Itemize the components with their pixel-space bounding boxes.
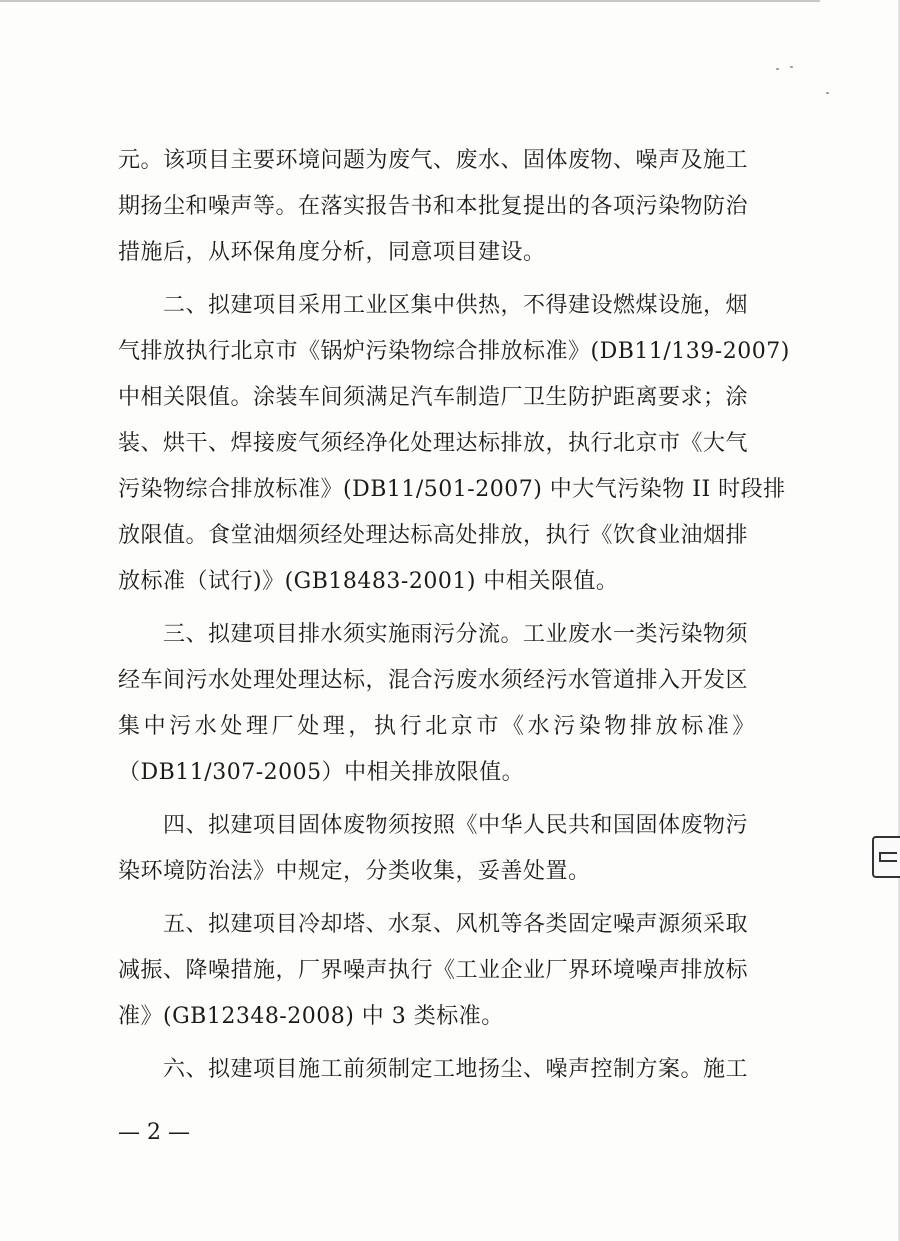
text-line: 装、烘干、焊接废气须经净化处理达标排放，执行北京市《大气 [118,431,749,456]
paragraph [118,803,778,895]
binder-clip-icon [872,836,900,878]
text-line: 染环境防治法》中规定，分类收集，妥善处置。 [118,859,591,884]
paragraph [118,138,778,276]
text-line: 经车间污水处理处理达标，混合污废水须经污水管道排入开发区 [118,668,749,693]
text-line: 中相关限值。涂装车间须满足汽车制造厂卫生防护距离要求；涂 [118,385,749,410]
text-line: 污染物综合排放标准》(DB11/501-2007) 中大气污染物 II 时段排 [118,477,786,502]
paragraph [118,612,778,796]
text-line: 三、拟建项目排水须实施雨污分流。工业废水一类污染物须 [118,622,749,647]
text-line: （DB11/307-2005）中相关排放限值。 [118,760,525,785]
scan-speck [826,92,829,94]
text-line: 五、拟建项目冷却塔、水泵、风机等各类固定噪声源须采取 [118,912,749,937]
page-number: — 2 — [118,1120,190,1145]
paragraph [118,283,790,605]
text-line: 六、拟建项目施工前须制定工地扬尘、噪声控制方案。施工 [118,1057,749,1082]
text-line: 四、拟建项目固体废物须按照《中华人民共和国固体废物污 [118,813,749,838]
text-line: 措施后，从环保角度分析，同意项目建设。 [118,240,546,265]
text-line: 集中污水处理厂处理，执行北京市《水污染物排放标准》 [118,714,759,739]
text-line: 准》(GB12348-2008) 中 3 类标准。 [118,1004,504,1029]
text-line: 期扬尘和噪声等。在落实报告书和本批复提出的各项污染物防治 [118,194,749,219]
scan-speck [790,66,793,68]
document-body [118,138,790,1093]
text-line: 元。该项目主要环境问题为废气、废水、固体废物、噪声及施工 [118,148,749,173]
scan-speck [776,68,779,70]
paragraph [118,902,778,1040]
scan-edge-top [0,0,820,2]
paragraph [118,1047,778,1093]
text-line: 二、拟建项目采用工业区集中供热，不得建设燃煤设施，烟 [118,293,749,318]
text-line: 气排放执行北京市《锅炉污染物综合排放标准》(DB11/139-2007) [118,339,790,364]
text-line: 减振、降噪措施，厂界噪声执行《工业企业厂界环境噪声排放标 [118,958,749,983]
text-line: 放限值。食堂油烟须经处理达标高处排放，执行《饮食业油烟排 [118,523,749,548]
text-line: 放标准（试行)》(GB18483-2001) 中相关限值。 [118,569,619,594]
